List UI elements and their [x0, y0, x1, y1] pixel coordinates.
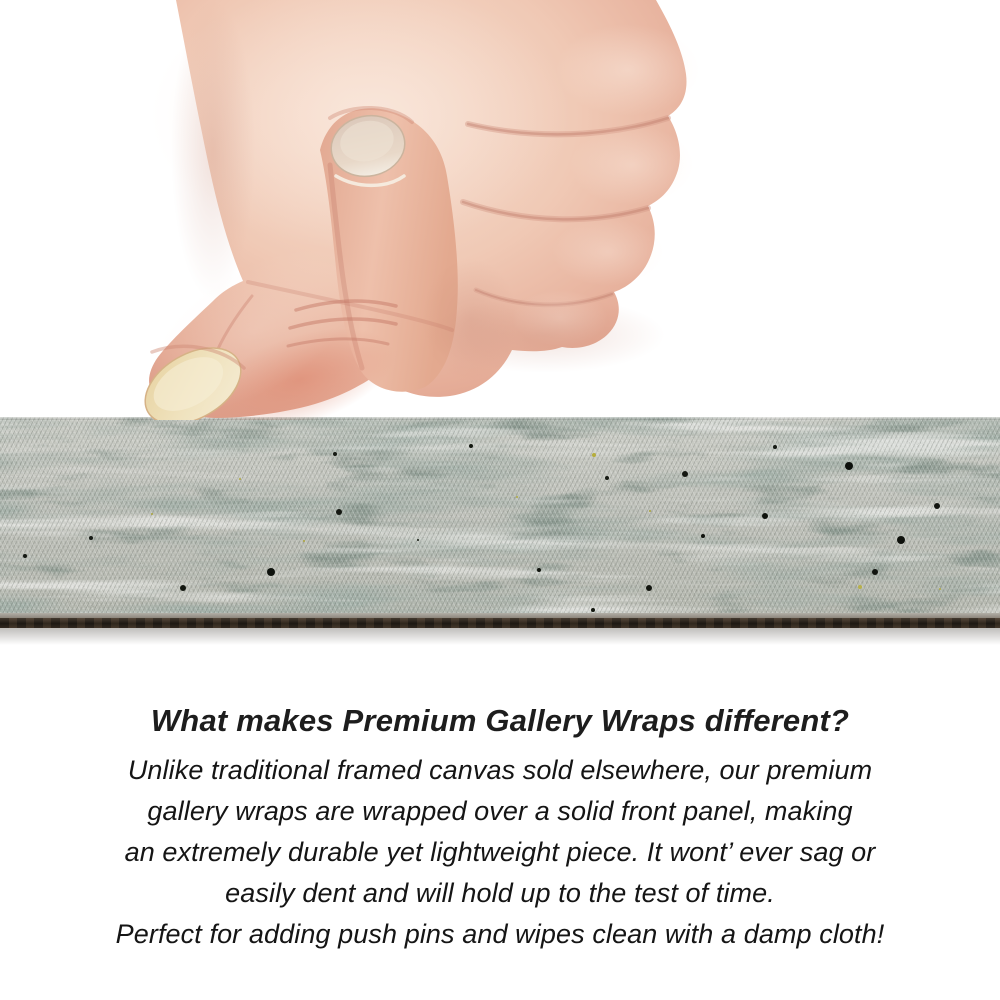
body-line-4: easily dent and will hold up to the test of time. [225, 878, 775, 908]
body-line-3: an extremely durable yet lightweight piece. It wont’ ever sag or [124, 837, 876, 867]
hand-illustration [0, 0, 1000, 420]
headline: What makes Premium Gallery Wraps different? [150, 703, 850, 738]
copy-block [0, 701, 1000, 955]
body-line-1: Unlike traditional framed canvas sold elsewhere, our premium [127, 755, 873, 785]
palm-edge-shade [171, 0, 255, 300]
hand-photo [0, 0, 1000, 420]
canvas-edge-underside [0, 618, 1000, 628]
canvas-texture [0, 417, 1000, 613]
canvas-edge-photo [0, 417, 1000, 649]
canvas-drop-shadow [0, 628, 1000, 645]
body-line-5: Perfect for adding push pins and wipes clean with a damp cloth! [115, 919, 885, 949]
body-line-2: gallery wraps are wrapped over a solid front panel, making [147, 796, 853, 826]
